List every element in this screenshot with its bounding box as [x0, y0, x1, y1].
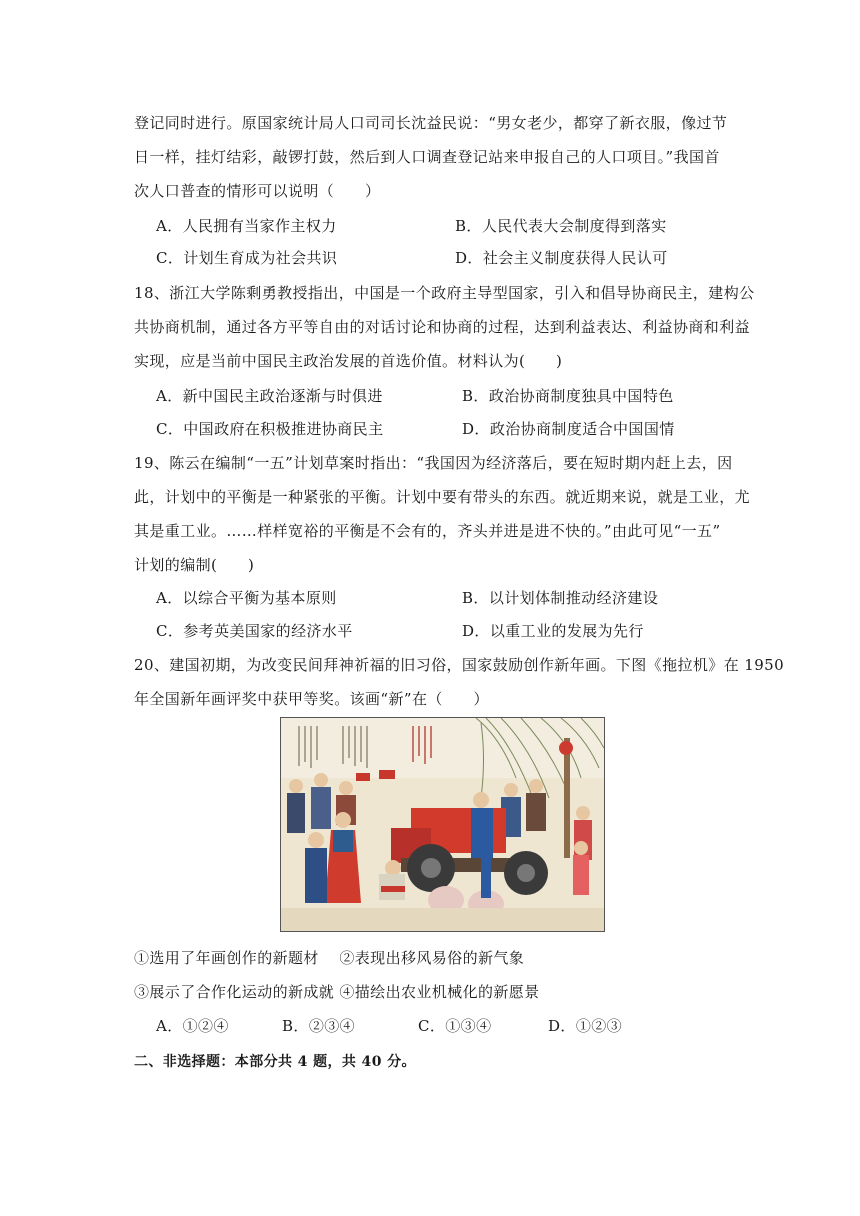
- q20-option-c[interactable]: C．①③④: [418, 1017, 492, 1035]
- tractor-painting-illustration: [281, 718, 604, 931]
- q18-option-b[interactable]: B．政治协商制度独具中国特色: [462, 387, 674, 405]
- q18-line-2: 共协商机制，通过各方平等自由的对话讨论和协商的过程，达到利益表达、利益协商和利益: [134, 318, 751, 336]
- q20-statement-2: ③展示了合作化运动的新成就 ④描绘出农业机械化的新愿景: [134, 983, 540, 1001]
- q19-option-a[interactable]: A．以综合平衡为基本原则: [156, 589, 337, 607]
- q18-line-3: 实现，应是当前中国民主政治发展的首选价值。材料认为( ): [134, 352, 563, 370]
- q20-option-d[interactable]: D．①②③: [548, 1017, 623, 1035]
- q18-option-a[interactable]: A．新中国民主政治逐渐与时俱进: [156, 387, 383, 405]
- q19-line-3: 其是重工业。……样样宽裕的平衡是不会有的，齐头并进是进不快的。”由此可见“一五”: [134, 522, 721, 540]
- q20-statement-1: ①选用了年画创作的新题材 ②表现出移风易俗的新气象: [134, 949, 525, 967]
- q17-line-2: 日一样，挂灯结彩，敲锣打鼓，然后到人口调查登记站来申报自己的人口项目。”我国首: [134, 148, 720, 166]
- tractor-new-year-painting: [280, 717, 605, 932]
- q20-option-a[interactable]: A．①②④: [156, 1017, 229, 1035]
- q17-line-3: 次人口普查的情形可以说明（ ）: [134, 182, 381, 200]
- q18-line-1: 18、浙江大学陈剩勇教授指出，中国是一个政府主导型国家，引入和倡导协商民主，建构公: [134, 284, 755, 302]
- q19-line-1: 19、陈云在编制“一五”计划草案时指出：“我国因为经济落后，要在短时期内赶上去，因: [134, 454, 733, 472]
- q17-option-a[interactable]: A．人民拥有当家作主权力: [156, 217, 337, 235]
- q20-line-2: 年全国新年画评奖中获甲等奖。该画“新”在（ ）: [134, 690, 489, 708]
- section-2-heading: 二、非选择题：本部分共 4 题，共 40 分。: [134, 1054, 416, 1070]
- q17-line-1: 登记同时进行。原国家统计局人口司司长沈益民说：“男女老少，都穿了新衣服，像过节: [134, 114, 728, 132]
- q20-option-b[interactable]: B．②③④: [282, 1017, 356, 1035]
- q18-option-c[interactable]: C．中国政府在积极推进协商民主: [156, 420, 384, 438]
- q19-line-4: 计划的编制( ): [134, 556, 255, 574]
- q20-line-1: 20、建国初期，为改变民间拜神祈福的旧习俗，国家鼓励创作新年画。下图《拖拉机》在 1950: [134, 656, 785, 674]
- q17-option-d[interactable]: D．社会主义制度获得人民认可: [455, 249, 668, 267]
- q18-option-d[interactable]: D．政治协商制度适合中国国情: [462, 420, 675, 438]
- q19-option-d[interactable]: D．以重工业的发展为先行: [462, 622, 644, 640]
- q17-option-b[interactable]: B．人民代表大会制度得到落实: [455, 217, 667, 235]
- q17-option-c[interactable]: C．计划生育成为社会共识: [156, 249, 338, 267]
- q19-option-b[interactable]: B．以计划体制推动经济建设: [462, 589, 659, 607]
- q19-line-2: 此，计划中的平衡是一种紧张的平衡。计划中要有带头的东西。就近期来说，就是工业，尤: [134, 488, 751, 506]
- q19-option-c[interactable]: C．参考英美国家的经济水平: [156, 622, 353, 640]
